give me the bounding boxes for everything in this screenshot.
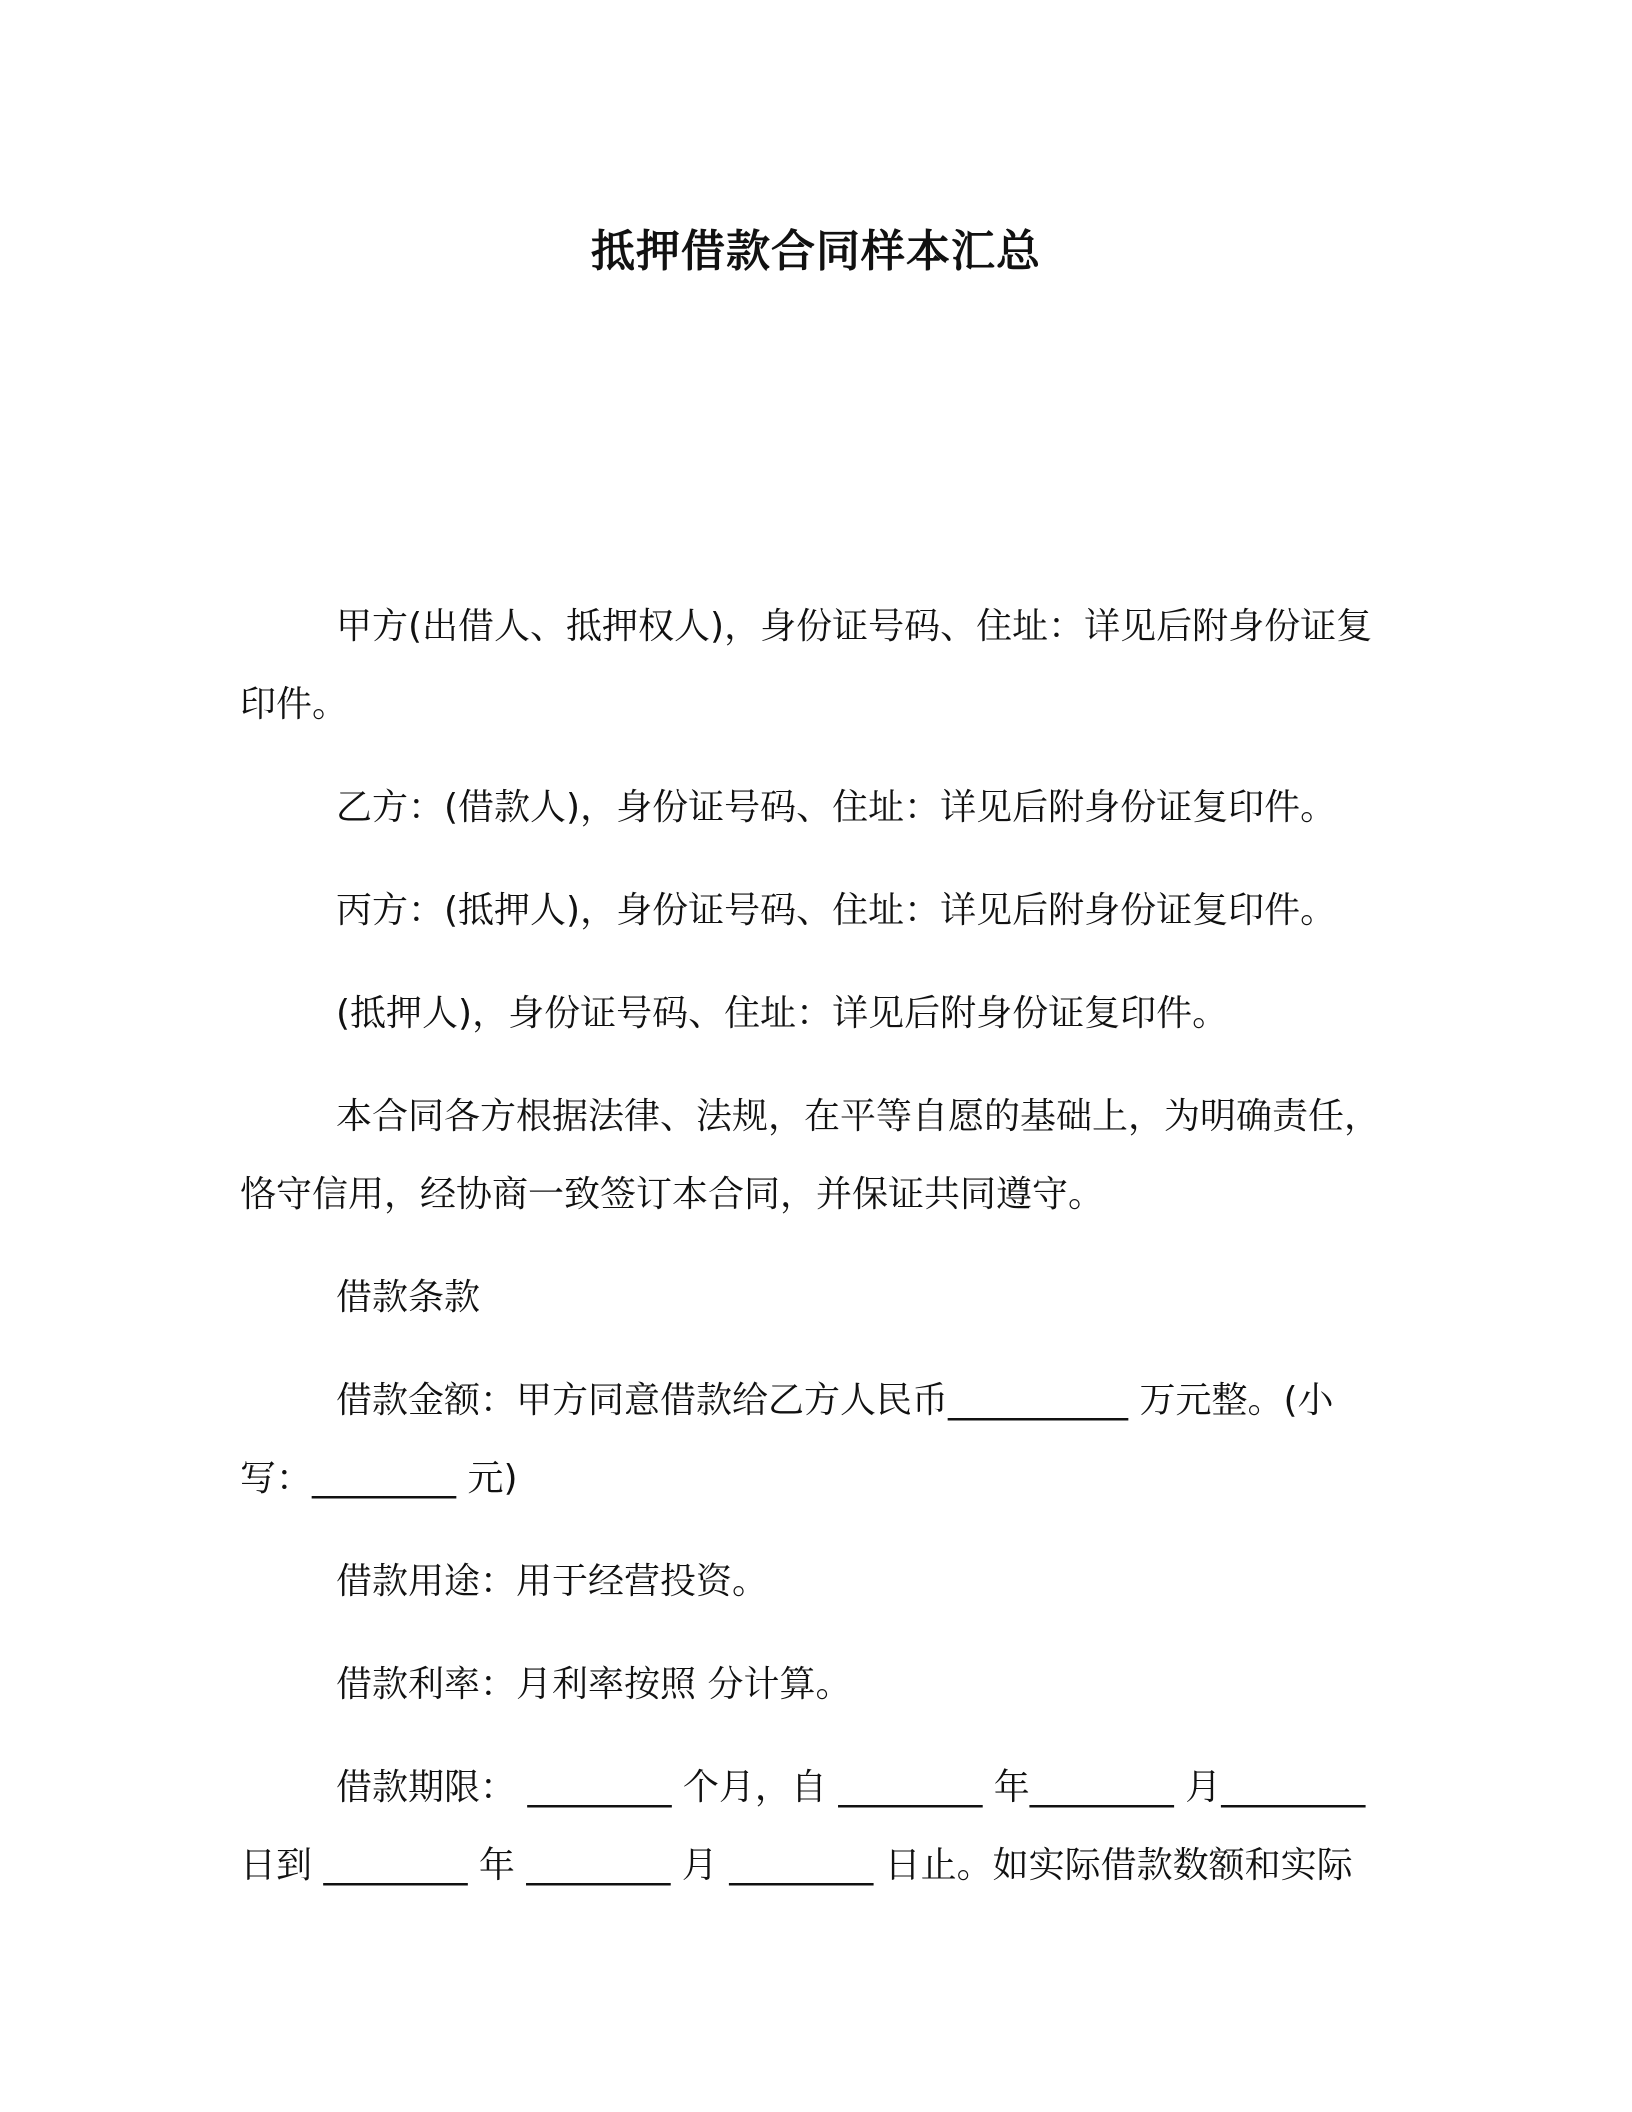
paragraph-loan-purpose: 借款用途：用于经营投资。 — [336, 1561, 769, 1602]
paragraph-loan-term: 借款期限： ________ 个月，自 ________ 年________ 月________ 日到 ________ 年 ________ 月 ________ 日止。如实际借款数额和实际 — [240, 1767, 1377, 1886]
paragraph-party-a: 甲方(出借人、抵押权人)，身份证号码、住址：详见后附身份证复印件。 — [240, 606, 1373, 725]
paragraph-preamble: 本合同各方根据法律、法规，在平等自愿的基础上，为明确责任，恪守信用，经协商一致签订本合同，并保证共同遵守。 — [240, 1096, 1381, 1215]
paragraph-loan-rate: 借款利率：月利率按照 分计算。 — [336, 1664, 852, 1705]
paragraph-mortgagor: (抵押人)，身份证号码、住址：详见后附身份证复印件。 — [336, 993, 1229, 1034]
paragraph-party-c: 丙方：(抵押人)，身份证号码、住址：详见后附身份证复印件。 — [336, 890, 1337, 931]
document-body — [240, 588, 1400, 1930]
section-heading-loan-terms: 借款条款 — [336, 1277, 481, 1318]
paragraph-party-b: 乙方：(借款人)，身份证号码、住址：详见后附身份证复印件。 — [336, 787, 1337, 828]
document-title: 抵押借款合同样本汇总 — [591, 226, 1041, 277]
paragraph-loan-amount: 借款金额：甲方同意借款给乙方人民币__________ 万元整。(小写：________ 元) — [240, 1380, 1334, 1499]
